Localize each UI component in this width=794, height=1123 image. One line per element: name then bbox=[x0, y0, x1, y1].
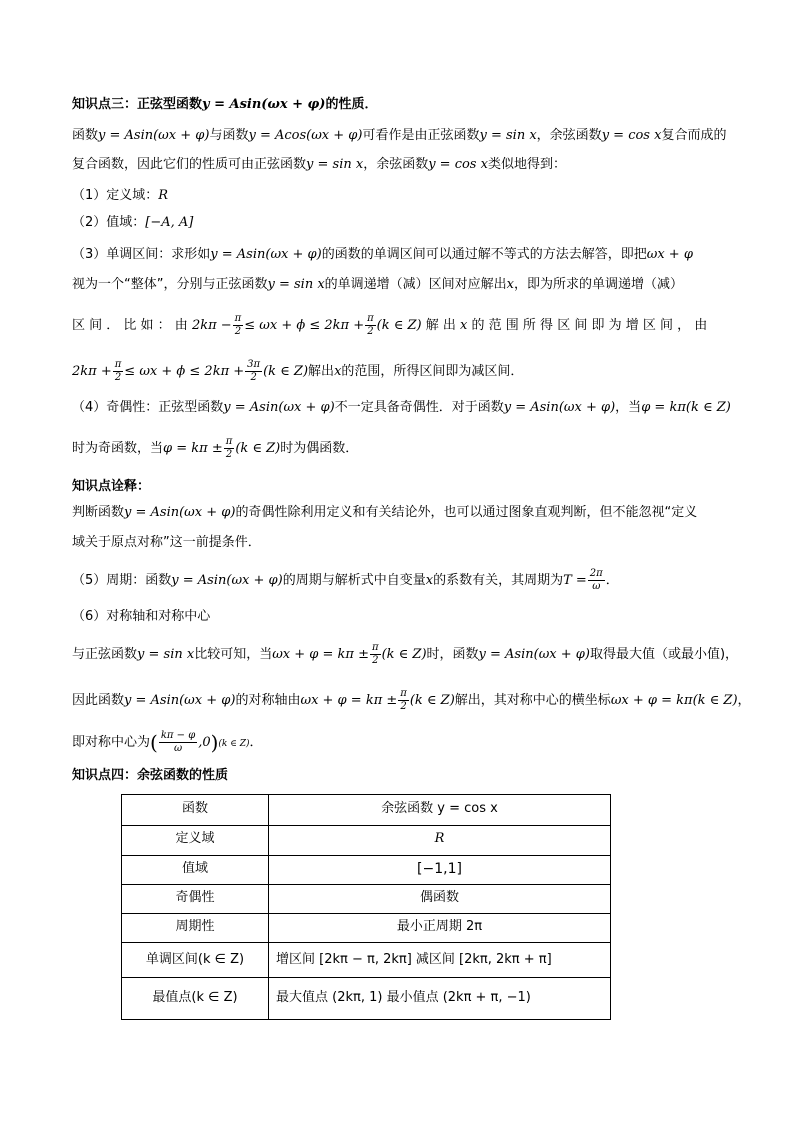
table-border bbox=[121, 794, 122, 1020]
table-label: 奇偶性 bbox=[175, 890, 215, 905]
period-line bbox=[72, 568, 619, 593]
table-border bbox=[121, 977, 611, 978]
text: 的单调递增（减）区间对应解出 bbox=[324, 277, 507, 292]
formula: ≤ ωx + ϕ ≤ 2kπ + bbox=[244, 318, 365, 333]
text: 即对称中心为 bbox=[72, 735, 151, 750]
formula: ωx + φ bbox=[646, 247, 693, 262]
table-border bbox=[121, 1019, 611, 1020]
table-label: 函数 bbox=[181, 801, 208, 816]
parity-line-2 bbox=[72, 436, 358, 461]
fraction-3pi-over-2 bbox=[245, 359, 262, 384]
table-border bbox=[121, 942, 611, 943]
text: 的 范 围 所 得 区 间 即 为 增 区 间 ， 由 bbox=[471, 318, 708, 333]
table-label: 周期性 bbox=[175, 919, 215, 934]
formula: (k ∈ Z) bbox=[409, 693, 455, 708]
table-value: [−1,1] bbox=[417, 861, 462, 877]
table-value: R bbox=[434, 831, 445, 846]
notes-line-2: 域关于原点对称”这一前提条件． bbox=[72, 535, 261, 550]
frac-num: π bbox=[400, 688, 407, 699]
text: 时，函数 bbox=[426, 647, 479, 662]
text: 解出 bbox=[308, 364, 335, 379]
text: ，余弦函数 bbox=[363, 157, 429, 172]
text: 不一定具备奇偶性．对于函数 bbox=[334, 400, 504, 415]
formula: y = sin x bbox=[137, 647, 195, 662]
formula: y = Asin(ωx + φ) bbox=[171, 573, 283, 588]
table-label: 定义域 bbox=[175, 831, 215, 846]
formula: (k ∈ Z) bbox=[381, 647, 427, 662]
axis-line-3 bbox=[72, 730, 263, 755]
intro-line-1 bbox=[72, 127, 726, 145]
formula: 2kπ − bbox=[191, 318, 232, 333]
parity-line-1 bbox=[72, 399, 731, 417]
text: 取得最大值（或最小值)， bbox=[589, 647, 739, 662]
section3-title bbox=[72, 96, 377, 114]
text: ． bbox=[605, 573, 619, 588]
range-label: （2）值域： bbox=[72, 215, 146, 230]
formula: y = cos x bbox=[601, 128, 662, 143]
range-line bbox=[72, 214, 193, 232]
formula: φ = kπ(k ∈ Z) bbox=[641, 400, 731, 415]
table-border bbox=[121, 794, 611, 795]
formula: ωx + φ = kπ ± bbox=[272, 647, 369, 662]
formula: (k ∈ Z) bbox=[376, 318, 422, 333]
formula: ,0 bbox=[198, 735, 211, 750]
frac-num: 2π bbox=[589, 568, 603, 579]
formula: y = sin x bbox=[306, 157, 364, 172]
text: ． bbox=[249, 735, 263, 750]
formula: ≤ ωx + ϕ ≤ 2kπ + bbox=[124, 364, 245, 379]
mono-line-4 bbox=[72, 359, 523, 384]
text: 的系数有关，其周期为 bbox=[433, 573, 564, 588]
text: 时为偶函数． bbox=[280, 441, 359, 456]
formula: y = Asin(ωx + φ) bbox=[98, 128, 210, 143]
formula: y = Asin(ωx + φ) bbox=[503, 400, 616, 415]
fraction-pi-over-2 bbox=[365, 313, 376, 338]
text: 视为一个“整体”，分别与正弦函数 bbox=[72, 277, 268, 292]
frac-num: π bbox=[367, 313, 374, 324]
mono-line-3 bbox=[72, 313, 707, 338]
table-value: 最小正周期 2π bbox=[396, 919, 483, 934]
axis-title: （6）对称轴和对称中心 bbox=[72, 609, 211, 624]
text: 可看作是由正弦函数 bbox=[362, 128, 480, 143]
fraction-center bbox=[159, 730, 197, 755]
fraction-pi-over-2 bbox=[398, 688, 409, 713]
frac-den: 2 bbox=[225, 449, 233, 460]
fraction-period bbox=[588, 568, 605, 593]
table-border bbox=[121, 855, 611, 856]
frac-num: π bbox=[372, 642, 379, 653]
text: 区 间 ． 比 如 ： 由 bbox=[72, 318, 188, 333]
notes-title: 知识点诠释： bbox=[72, 479, 151, 494]
text: 类似地得到： bbox=[487, 157, 566, 172]
fraction-pi-over-2 bbox=[224, 436, 235, 461]
formula: y = Asin(ωx + φ) bbox=[210, 247, 322, 262]
formula: y = cos x bbox=[428, 157, 488, 172]
notes-line-1 bbox=[72, 504, 697, 522]
frac-den: 2 bbox=[367, 326, 374, 337]
formula: (k ∈ Z) bbox=[218, 739, 250, 749]
text: 时为奇函数，当 bbox=[72, 441, 164, 456]
table-border bbox=[268, 794, 269, 1020]
text: 比较可知，当 bbox=[194, 647, 273, 662]
text: 判断函数 bbox=[72, 505, 125, 520]
range-value: [−A, A] bbox=[145, 215, 194, 230]
frac-num: π bbox=[225, 436, 233, 447]
frac-num: 3π bbox=[247, 359, 261, 370]
frac-den: 2 bbox=[114, 372, 122, 383]
fraction-pi-over-2 bbox=[113, 359, 124, 384]
formula: (k ∈ Z) bbox=[235, 441, 281, 456]
text: 的周期与解析式中自变量 bbox=[282, 573, 426, 588]
intro-line-2 bbox=[72, 156, 566, 174]
table-border bbox=[121, 884, 611, 885]
formula: y = Asin(ωx + φ) bbox=[124, 693, 236, 708]
section3-title-formula: y = Asin(ωx + φ) bbox=[202, 97, 326, 112]
formula: y = Asin(ωx + φ) bbox=[478, 647, 590, 662]
frac-den: 2 bbox=[400, 701, 407, 712]
text: ， bbox=[737, 693, 751, 708]
text: （3）单调区间：求形如 bbox=[72, 247, 211, 262]
text: （5）周期：函数 bbox=[72, 573, 172, 588]
text: 因此函数 bbox=[72, 693, 125, 708]
domain-label: （1）定义域： bbox=[72, 188, 159, 203]
frac-den: ω bbox=[592, 581, 601, 592]
text: 的函数的单调区间可以通过解不等式的方法去解答，即把 bbox=[321, 247, 647, 262]
table-border bbox=[121, 825, 611, 826]
paren-open: ( bbox=[150, 730, 158, 755]
formula: ωx + φ = kπ(k ∈ Z) bbox=[610, 693, 738, 708]
text: 与函数 bbox=[209, 128, 249, 143]
frac-num: π bbox=[234, 313, 242, 324]
formula: y = sin x bbox=[479, 128, 537, 143]
frac-den: 2 bbox=[250, 372, 257, 383]
table-value: 最大值点 (2kπ, 1) 最小值点 (2kπ + π, −1) bbox=[276, 990, 531, 1005]
section4-title: 知识点四：余弦函数的性质 bbox=[72, 768, 229, 783]
text: 解出，其对称中心的横坐标 bbox=[454, 693, 611, 708]
table-value: 增区间 [2kπ − π, 2kπ] 减区间 [2kπ, 2kπ + π] bbox=[276, 952, 552, 967]
table-value: 余弦函数 y = cos x bbox=[381, 801, 498, 816]
text: ，余弦函数 bbox=[536, 128, 602, 143]
table-label: 最值点(k ∈ Z) bbox=[152, 990, 238, 1005]
text: ，即为所求的单调递增（减） bbox=[514, 277, 684, 292]
formula: (k ∈ Z) bbox=[263, 364, 309, 379]
table-label: 值域 bbox=[181, 861, 208, 876]
table-value: 偶函数 bbox=[419, 890, 459, 905]
text: 复合而成的 bbox=[661, 128, 727, 143]
paren-close: ) bbox=[210, 730, 219, 755]
text: （4）奇偶性：正弦型函数 bbox=[72, 400, 224, 415]
mono-line-2 bbox=[72, 276, 683, 294]
table-label: 单调区间(k ∈ Z) bbox=[145, 952, 245, 967]
domain-line bbox=[72, 187, 168, 205]
formula: x bbox=[334, 364, 342, 379]
frac-num: kπ − φ bbox=[160, 730, 196, 741]
fraction-pi-over-2 bbox=[370, 642, 381, 667]
text: 的奇偶性除利用定义和有关结论外，也可以通过图象直观判断，但不能忽视“定义 bbox=[235, 505, 698, 520]
mono-line-1 bbox=[72, 246, 693, 264]
formula: x bbox=[425, 573, 434, 588]
formula: x bbox=[506, 277, 515, 292]
text: ，当 bbox=[615, 400, 642, 415]
frac-den: 2 bbox=[234, 326, 242, 337]
formula: y = sin x bbox=[267, 277, 325, 292]
formula: T = bbox=[563, 573, 587, 588]
table-border bbox=[610, 794, 611, 1020]
formula: y = Asin(ωx + φ) bbox=[223, 400, 335, 415]
section3-title-text: 知识点三：正弦型函数 bbox=[72, 97, 203, 112]
formula: φ = kπ ± bbox=[163, 441, 223, 456]
frac-num: π bbox=[114, 359, 122, 370]
text: 函数 bbox=[72, 128, 99, 143]
formula: ωx + φ = kπ ± bbox=[300, 693, 398, 708]
text: 与正弦函数 bbox=[72, 647, 138, 662]
text: 的对称轴由 bbox=[235, 693, 301, 708]
domain-value: R bbox=[158, 188, 169, 203]
axis-line-1 bbox=[72, 642, 738, 667]
fraction-pi-over-2 bbox=[233, 313, 244, 338]
formula: y = Acos(ωx + φ) bbox=[248, 128, 363, 143]
frac-den: ω bbox=[173, 743, 183, 754]
frac-den: 2 bbox=[372, 655, 379, 666]
formula: x bbox=[460, 318, 468, 333]
formula: y = Asin(ωx + φ) bbox=[124, 505, 236, 520]
formula: 2kπ + bbox=[72, 364, 112, 379]
text: 解 出 bbox=[425, 318, 456, 333]
text: 的范围，所得区间即为减区间． bbox=[341, 364, 524, 379]
table-border bbox=[121, 913, 611, 914]
section3-title-suffix: 的性质． bbox=[325, 97, 378, 112]
text: 复合函数，因此它们的性质可由正弦函数 bbox=[72, 157, 307, 172]
axis-line-2 bbox=[72, 688, 751, 713]
